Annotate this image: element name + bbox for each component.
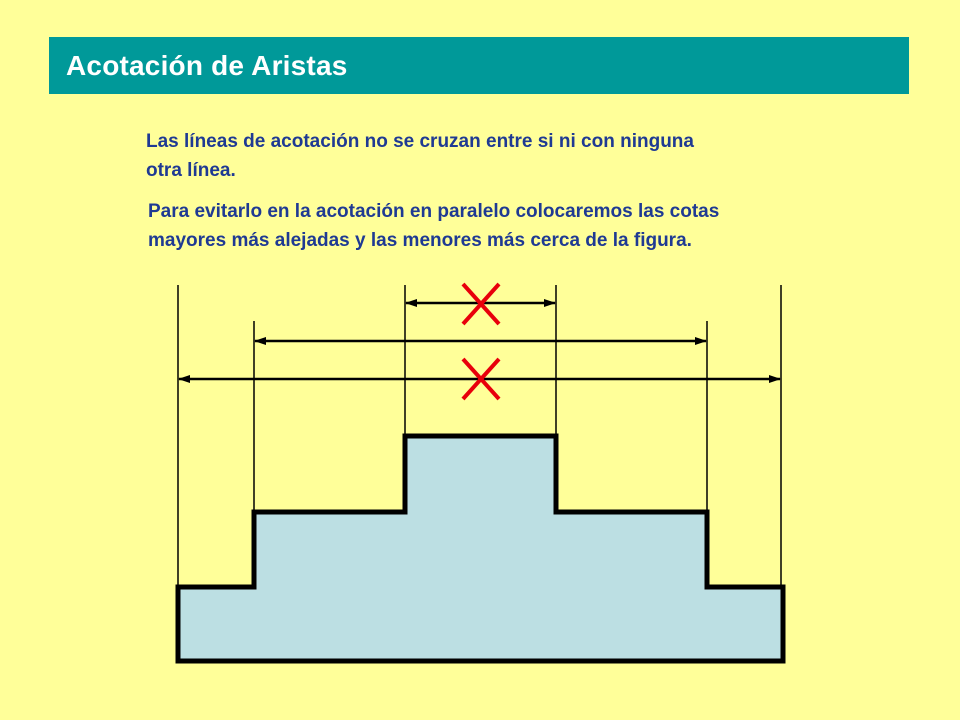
- rule-line-1: Las líneas de acotación no se cruzan entre si ni con ninguna: [146, 131, 694, 152]
- explanation-line-1: Para evitarlo en la acotación en paralelo colocaremos las cotas: [148, 201, 720, 222]
- stepped-profile-shape: [178, 436, 783, 661]
- slide-title: Acotación de Aristas: [66, 49, 348, 81]
- rule-line-2: otra línea.: [146, 160, 236, 181]
- explanation-line-2: mayores más alejadas y las menores más cerca de la figura.: [148, 230, 692, 251]
